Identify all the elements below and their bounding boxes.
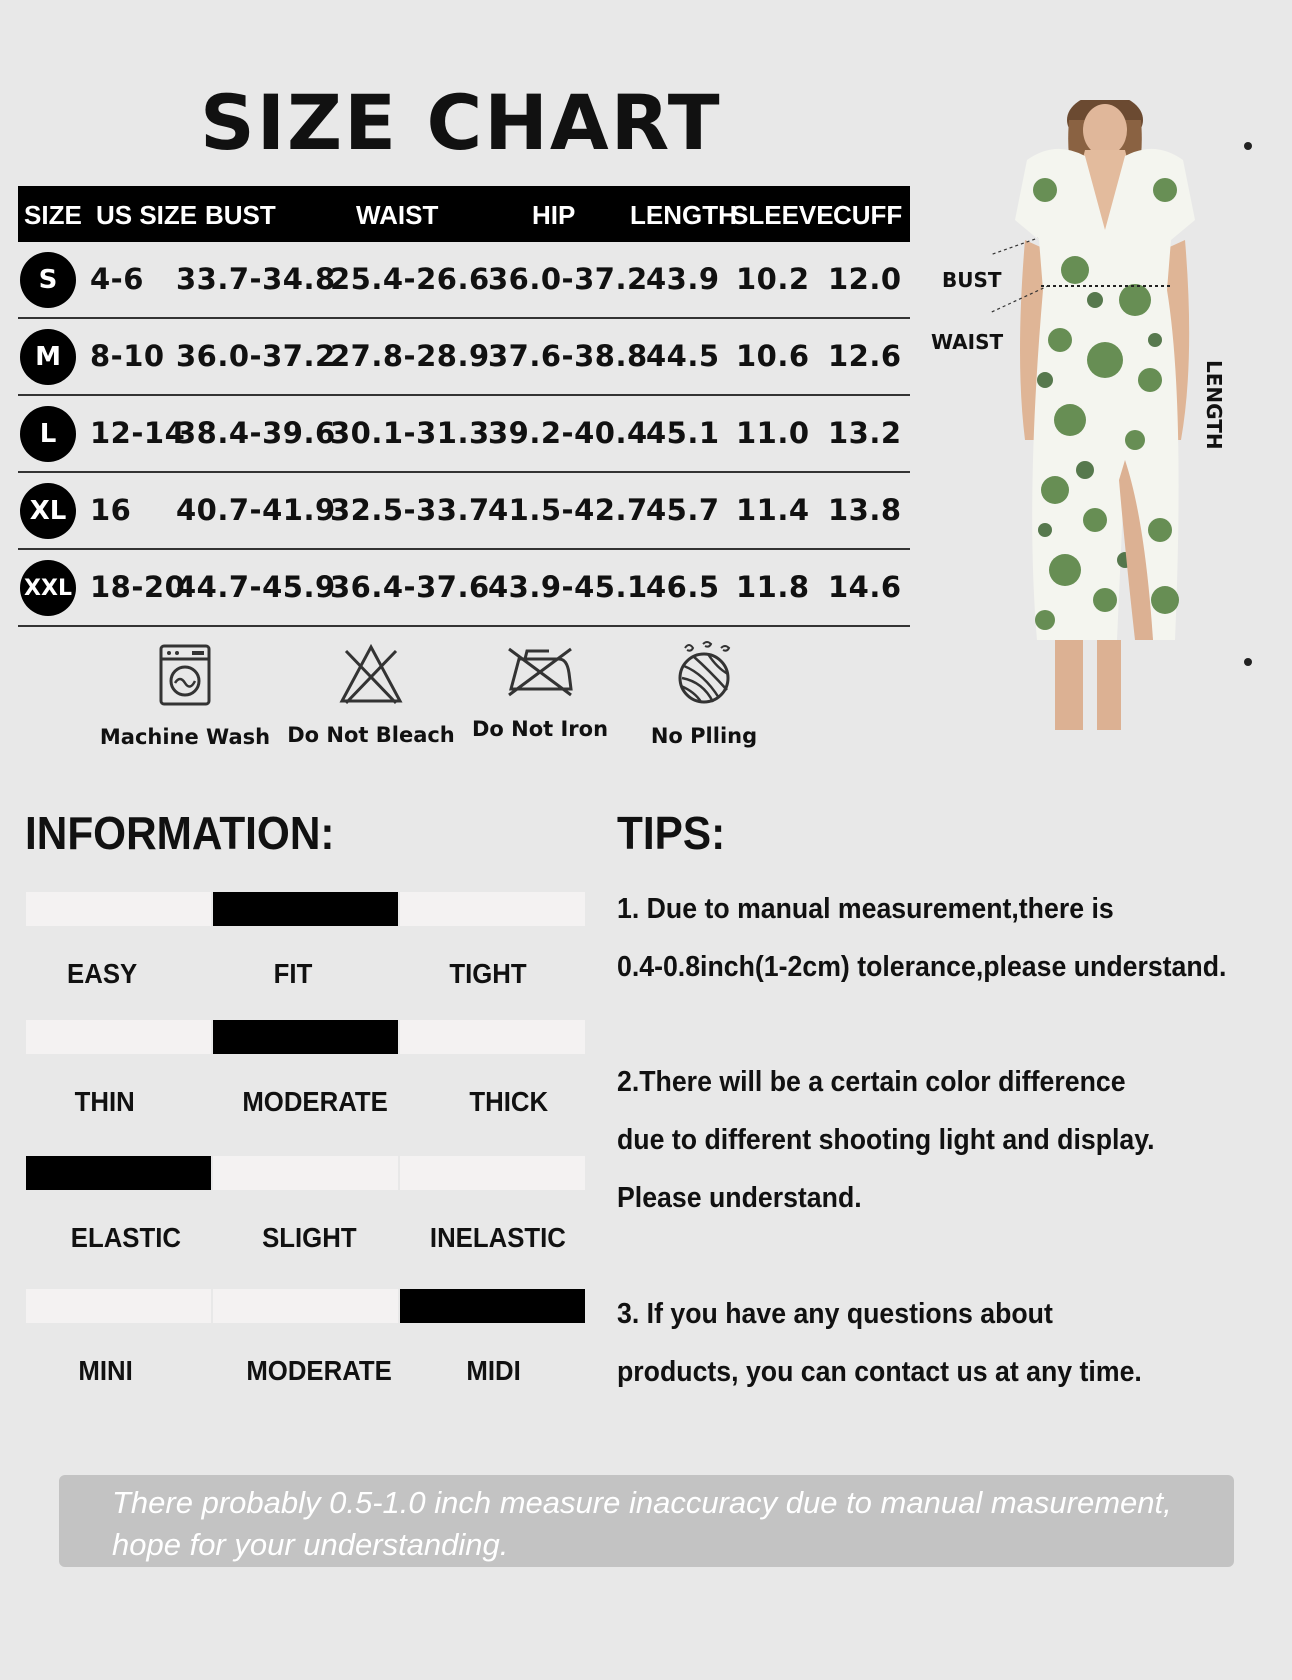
rating-segment-selected: [26, 1156, 211, 1190]
table-cell: 36.0-37.2: [176, 339, 336, 373]
table-cell: 12-14: [90, 416, 186, 450]
washing-machine-icon: [158, 643, 212, 707]
table-cell: 25.4-26.6: [330, 262, 490, 296]
table-cell: 37.6-38.8: [488, 339, 648, 373]
rating-label: MIDI: [466, 1355, 521, 1386]
yarn-ball-icon: [673, 640, 735, 706]
rating-label: MODERATE: [242, 1086, 388, 1117]
rating-label: INELASTIC: [429, 1222, 566, 1253]
table-cell: 40.7-41.9: [176, 493, 336, 527]
rating-label: FIT: [273, 958, 313, 989]
table-row: [18, 550, 910, 627]
size-badge: M: [20, 329, 76, 385]
rating-segment: [213, 1156, 398, 1190]
tip-line: 3. If you have any questions about: [617, 1298, 1053, 1330]
tip-line: 0.4-0.8inch(1-2cm) tolerance,please understand.: [617, 951, 1227, 983]
table-cell: 41.5-42.7: [488, 493, 648, 527]
table-row: [18, 473, 910, 550]
table-cell: 27.8-28.9: [330, 339, 490, 373]
table-cell: 13.2: [828, 416, 902, 450]
length-label: LENGTH: [1202, 360, 1226, 450]
care-label: Do Not Iron: [471, 717, 609, 741]
tip-line: Please understand.: [617, 1182, 862, 1214]
rating-label: MODERATE: [246, 1355, 392, 1386]
rating-label: MINI: [78, 1355, 133, 1386]
tip-line: 2.There will be a certain color difference: [617, 1066, 1126, 1098]
rating-bar: [26, 892, 586, 926]
header-hip: HIP: [532, 200, 576, 230]
rating-bar: [26, 1020, 586, 1054]
rating-label: SLIGHT: [262, 1222, 357, 1253]
table-cell: 43.9: [646, 262, 720, 296]
table-cell: 30.1-31.3: [330, 416, 490, 450]
table-cell: 16: [90, 493, 132, 527]
no-bleach-icon: [338, 643, 404, 705]
rating-label: ELASTIC: [70, 1222, 181, 1253]
size-badge: S: [20, 252, 76, 308]
table-row: [18, 242, 910, 319]
table-cell: 12.6: [828, 339, 902, 373]
page-title: SIZE CHART: [200, 78, 722, 167]
rating-segment-selected: [213, 1020, 398, 1054]
size-badge: XL: [20, 483, 76, 539]
header-bust: BUST: [205, 200, 276, 230]
care-no-bleach: [281, 643, 461, 747]
tip-line: due to different shooting light and display.: [617, 1124, 1155, 1156]
care-no-pilling: [614, 640, 794, 748]
tip-line: products, you can contact us at any time.: [617, 1356, 1142, 1388]
rating-label: THICK: [469, 1086, 549, 1117]
table-cell: 12.0: [828, 262, 902, 296]
length-marker-bottom: [1244, 658, 1252, 666]
table-row: [18, 319, 910, 396]
bust-label: BUST: [942, 268, 1002, 292]
size-badge: L: [20, 406, 76, 462]
rating-segment-selected: [213, 892, 398, 926]
size-badge: XXL: [20, 560, 76, 616]
care-no-iron: [450, 643, 630, 741]
table-cell: 32.5-33.7: [330, 493, 490, 527]
table-header: [18, 186, 910, 242]
table-cell: 36.0-37.2: [488, 262, 648, 296]
information-heading: INFORMATION:: [25, 807, 335, 859]
rating-bar: [26, 1156, 586, 1190]
length-marker-top: [1244, 142, 1252, 150]
table-cell: 33.7-34.8: [176, 262, 336, 296]
rating-label: THIN: [74, 1086, 135, 1117]
table-cell: 45.7: [646, 493, 720, 527]
table-cell: 44.7-45.9: [176, 570, 336, 604]
table-cell: 11.8: [736, 570, 810, 604]
rating-segment: [400, 1020, 585, 1054]
rating-label: EASY: [67, 958, 138, 989]
table-cell: 45.1: [646, 416, 720, 450]
header-sleeve: SLEEVE: [731, 200, 834, 230]
header-length: LENGTH: [630, 200, 737, 230]
tip-line: 1. Due to manual measurement,there is: [617, 893, 1114, 925]
care-machine-wash: [95, 643, 275, 749]
table-cell: 18-20: [90, 570, 186, 604]
rating-segment: [400, 1156, 585, 1190]
table-row: [18, 396, 910, 473]
size-table: [18, 186, 910, 627]
table-cell: 13.8: [828, 493, 902, 527]
note-line: There probably 0.5-1.0 inch measure inaccuracy due to manual masurement,: [112, 1485, 1172, 1520]
header-waist: WAIST: [356, 200, 439, 230]
tips-heading: TIPS:: [617, 807, 726, 859]
care-label: Do Not Bleach: [287, 723, 455, 747]
care-label: No Plling: [650, 724, 758, 748]
table-cell: 36.4-37.6: [330, 570, 490, 604]
table-cell: 10.2: [736, 262, 810, 296]
table-cell: 4-6: [90, 262, 144, 296]
table-cell: 46.5: [646, 570, 720, 604]
header-cuff: CUFF: [833, 200, 903, 230]
rating-label: TIGHT: [449, 958, 527, 989]
header-size: SIZE: [24, 200, 82, 230]
disclaimer-note: [59, 1475, 1234, 1567]
header-us-size: US SIZE: [96, 200, 198, 230]
table-cell: 11.0: [736, 416, 810, 450]
table-cell: 8-10: [90, 339, 165, 373]
table-cell: 14.6: [828, 570, 902, 604]
table-cell: 43.9-45.1: [488, 570, 648, 604]
no-iron-icon: [505, 643, 575, 699]
table-cell: 39.2-40.4: [488, 416, 648, 450]
table-cell: 11.4: [736, 493, 810, 527]
rating-segment: [26, 1020, 211, 1054]
rating-bar: [26, 1289, 586, 1323]
table-cell: 44.5: [646, 339, 720, 373]
rating-segment: [26, 1289, 211, 1323]
waist-label: WAIST: [931, 330, 1004, 354]
care-label: Machine Wash: [99, 725, 271, 749]
table-cell: 10.6: [736, 339, 810, 373]
rating-segment: [213, 1289, 398, 1323]
table-cell: 38.4-39.6: [176, 416, 336, 450]
rating-segment: [26, 892, 211, 926]
rating-segment: [400, 892, 585, 926]
rating-segment-selected: [400, 1289, 585, 1323]
note-line: hope for your understanding.: [112, 1527, 509, 1562]
